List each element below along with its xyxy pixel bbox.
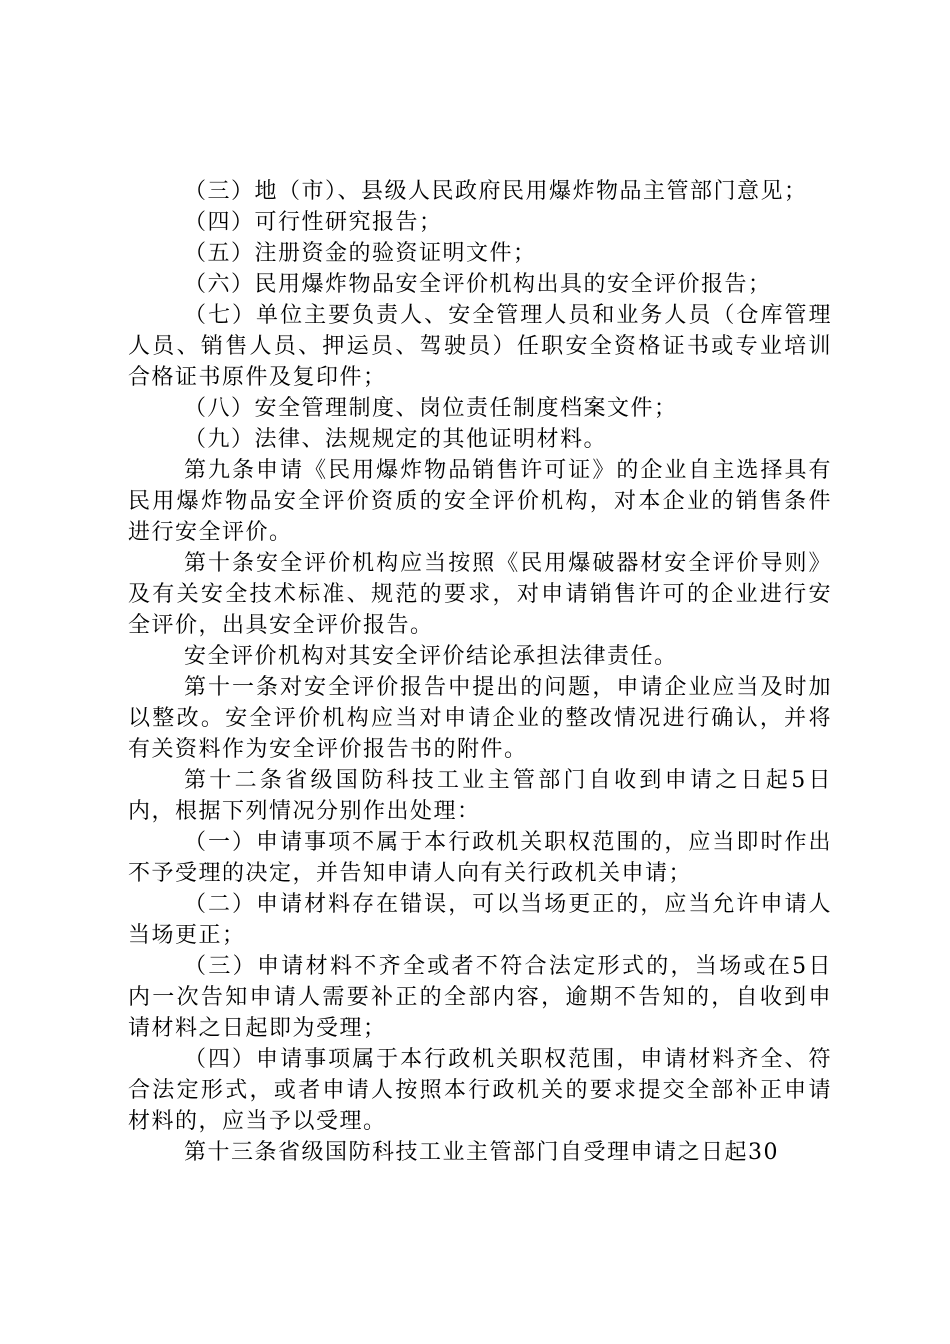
paragraph-article-12-item-4: （四）申请事项属于本行政机关职权范围，申请材料齐全、符合法定形式，或者申请人按照本行政机关的要求提交全部补正申请材料的，应当予以受理。 — [128, 1047, 832, 1134]
paragraph-item-5: （五）注册资金的验资证明文件； — [184, 241, 537, 266]
paragraph-item-4: （四）可行性研究报告； — [184, 210, 443, 235]
paragraph-article-12-item-3: （三）申请材料不齐全或者不符合法定形式的，当场或在5日内一次告知申请人需要补正的全部内容，逾期不告知的，自收到申请材料之日起即为受理； — [128, 954, 832, 1041]
paragraph-article-9: 第九条申请《民用爆炸物品销售许可证》的企业自主选择具有民用爆炸物品安全评价资质的安全评价机构，对本企业的销售条件进行安全评价。 — [128, 458, 832, 545]
paragraph-item-7: （七）单位主要负责人、安全管理人员和业务人员（仓库管理人员、销售人员、押运员、驾驶员）任职安全资格证书或专业培训合格证书原件及复印件； — [128, 303, 832, 390]
paragraph-article-10-liability: 安全评价机构对其安全评价结论承担法律责任。 — [184, 644, 678, 669]
paragraph-item-3: （三）地（市）、县级人民政府民用爆炸物品主管部门意见； — [184, 179, 808, 204]
paragraph-article-12: 第十二条省级国防科技工业主管部门自收到申请之日起5日内，根据下列情况分别作出处理： — [128, 768, 832, 824]
paragraph-item-8: （八）安全管理制度、岗位责任制度档案文件； — [184, 396, 678, 421]
paragraph-article-12-item-1: （一）申请事项不属于本行政机关职权范围的，应当即时作出不予受理的决定，并告知申请人向有关行政机关申请； — [128, 830, 832, 886]
paragraph-item-9: （九）法律、法规规定的其他证明材料。 — [184, 427, 608, 452]
paragraph-article-12-item-2: （二）申请材料存在错误，可以当场更正的，应当允许申请人当场更正； — [128, 892, 832, 948]
paragraph-item-6: （六）民用爆炸物品安全评价机构出具的安全评价报告； — [184, 272, 772, 297]
document-body — [128, 176, 832, 1168]
paragraph-article-11: 第十一条对安全评价报告中提出的问题，申请企业应当及时加以整改。安全评价机构应当对申请企业的整改情况进行确认，并将有关资料作为安全评价报告书的附件。 — [128, 675, 832, 762]
paragraph-article-13: 第十三条省级国防科技工业主管部门自受理申请之日起30 — [184, 1140, 779, 1165]
paragraph-article-10: 第十条安全评价机构应当按照《民用爆破器材安全评价导则》及有关安全技术标准、规范的要求，对申请销售许可的企业进行安全评价，出具安全评价报告。 — [128, 551, 832, 638]
